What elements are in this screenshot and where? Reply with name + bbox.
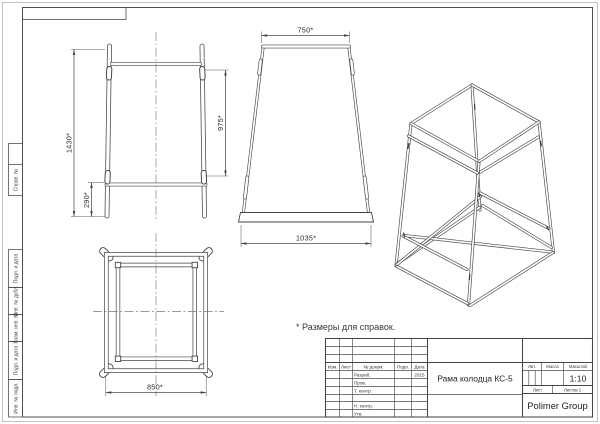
titleblock-col-podp: Подп. [396, 364, 410, 370]
dim-front-bottom-width: 1035* [295, 233, 317, 243]
title-block [326, 339, 593, 418]
side-view [65, 32, 229, 222]
margin-label-inv-podl: Инв. № подл. [13, 382, 20, 414]
titleblock-massa: Масса [546, 364, 559, 370]
titleblock-date: 2015 [414, 372, 425, 378]
drawing-scale: 1:10 [569, 373, 587, 384]
company-name: Polimer Group [527, 399, 588, 411]
titleblock-masshtab: Масштаб [569, 364, 587, 370]
margin-label-podp-data-1: Подп. и дата [13, 253, 20, 284]
dim-side-height: 1430* [64, 132, 74, 154]
dim-side-foot: 290* [82, 191, 91, 209]
dim-side-rails-span: 975* [216, 114, 225, 132]
isometric-view [396, 85, 554, 306]
plan-view [93, 233, 224, 396]
margin-label-podp-data-2: Подп. и дата [13, 345, 20, 376]
margin-stamps [9, 144, 23, 418]
margin-label-sprav: Справ. № [13, 168, 20, 192]
titleblock-list: Лист [532, 387, 543, 393]
reference-note: * Размеры для справок. [296, 322, 396, 332]
titleblock-listov: Листов 1 [563, 387, 582, 393]
titleblock-lit: Лит. [528, 364, 536, 370]
document-title: Рама колодца КС-5 [437, 373, 513, 384]
titleblock-row-tkontr: Т. контр. [354, 388, 372, 394]
front-view [239, 26, 374, 248]
titleblock-row-utv: Утв. [354, 411, 363, 417]
titleblock-col-doc: № докум. [363, 364, 384, 370]
titleblock-col-data: Дата [414, 364, 425, 370]
dim-plan-width: 850* [146, 382, 164, 392]
titleblock-col-izm: Изм. [327, 364, 338, 370]
titleblock-row-nkontr: Н. контр. [354, 403, 373, 409]
corner-designation-box [23, 8, 127, 20]
titleblock-col-list: Лист [341, 364, 351, 370]
titleblock-row-razrab: Разраб. [354, 372, 371, 378]
titleblock-row-prov: Пров. [354, 380, 367, 386]
dim-front-top-width: 750* [297, 25, 314, 35]
front-bottom-rail [239, 213, 374, 223]
margin-label-vzam-inv: Взам. инв. № [13, 312, 20, 344]
margin-label-inv-dubl: Инв. № дубл. [13, 285, 20, 317]
